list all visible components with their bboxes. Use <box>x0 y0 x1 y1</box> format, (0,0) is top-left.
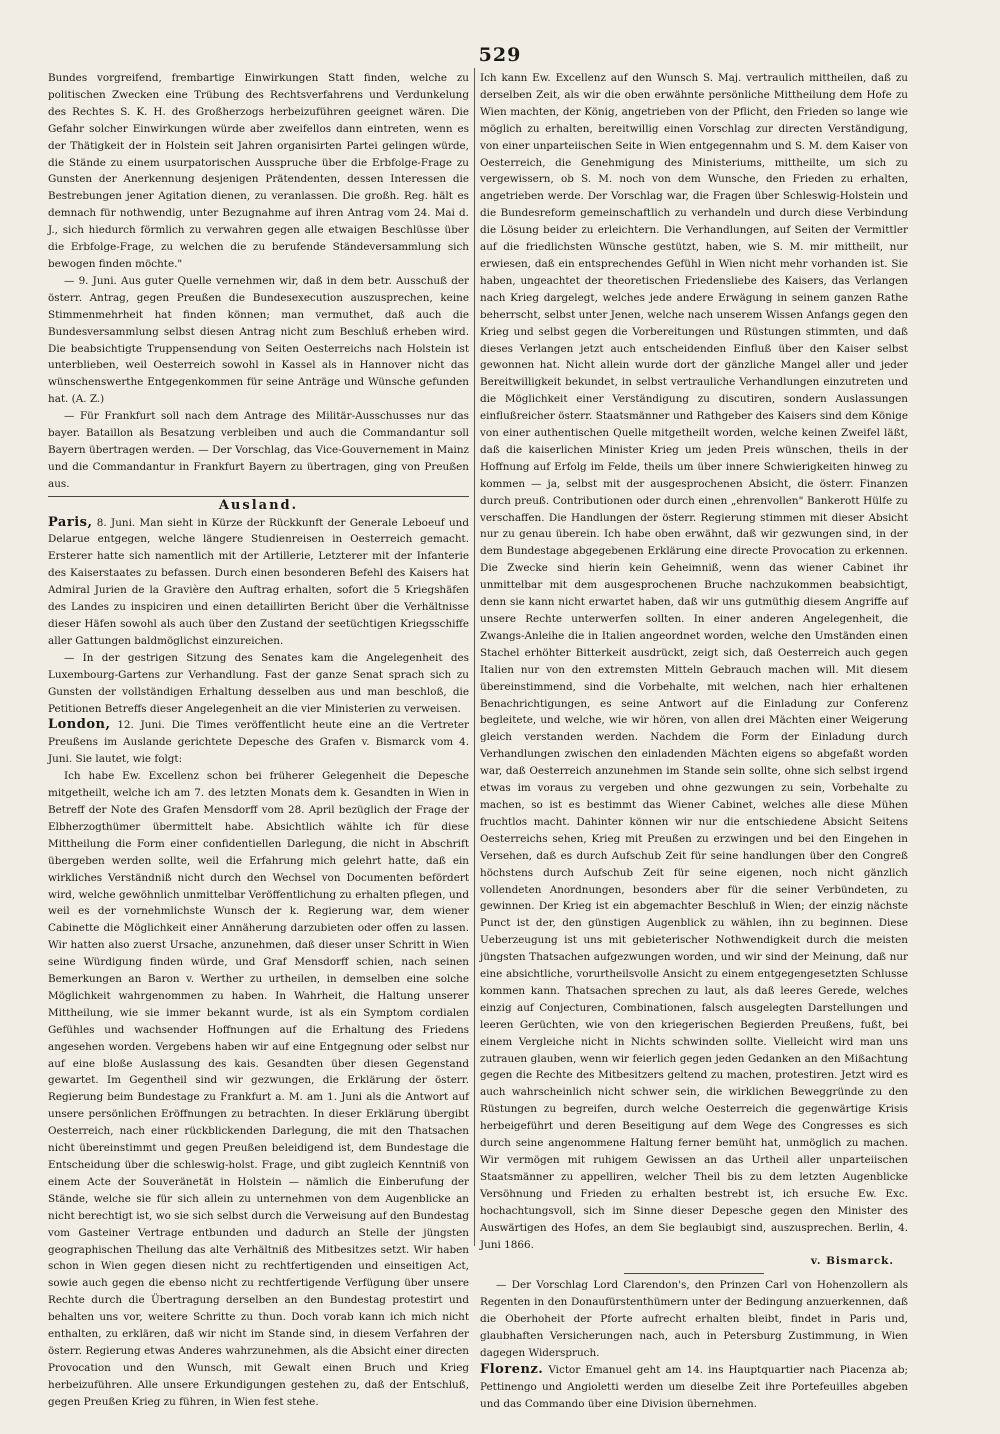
dispatch-paragraph: Ich habe Ew. Excellenz schon bei früherer Gelegenheit die Depesche mitgetheilt, welche ich am 7. des letzten Monats dem k. Gesandten in Wien in Betreff der Note des Grafen Mensdorff vom 28. April bezüglich der Frage der Elbherzogthümer übermittelt habe. Absichtlich wählte ich für diese Mittheilung die Form einer confidentiellen Darlegung, die nicht in Abschrift übergeben werden sollte, weil die Erfahrung mich gelehrt hatte, daß ein wirkliches Verständniß nicht durch den Wechsel von Documenten befördert wird, welche gewöhnlich unmittelbar Veröffentlichung zu erhalten pflegen, und weil es der vornehmlichste Wunsch der k. Regierung war, dem wiener Cabinette die Möglichkeit einer Annäherung darzubieten oder offen zu lassen. Wir hatten also zuerst Ursache, anzunehmen, daß dieser unser Schritt in Wien seine Würdigung finden würde, und Graf Mensdorff schien, nach seinen Bemerkungen an Baron v. Werther zu urtheilen, in demselben eine solche Möglichkeit wahrgenommen zu haben. In Wahrheit, die Haltung unserer Mittheilung, wie sie immer bekannt wurde, ist als ein Symptom cordialen Gefühles und wachsender Hoffnungen auf die Erhaltung des Friedens angesehen worden. Vergebens haben wir auf eine Entgegnung oder selbst nur auf eine bloße Auslassung des kais. Gesandten über diesen Gegenstand gewartet. Im Gegentheil sind wir gezwungen, die Erklärung der österr. Regierung beim Bundestage zu Frankfurt a. M. am 1. Juni als die Antwort auf unsere persönlichen Eröffnungen zu betrachten. In dieser Erklärung übergibt Oesterreich, nach einer rückblickenden Darlegung, die mit den Thatsachen nicht übereinstimmt und gegen Preußen beleidigend ist, dem Bundestage die Entscheidung über die schleswig-holst. Frage, und gibt zugleich Kenntniß von einem Acte der Souveränetät in Holstein — nämlich die Einberufung der Stände, welche sie für sich allein zu unternehmen von dem Augenblicke an nicht berechtigt ist, wo sie sich selbst durch die Verweisung auf den Bundestag vom Gasteiner Vertrage entbunden und dadurch an Stelle der jüngsten geographischen Theilung das alte Verhältniß des Mitbesitzes setzt. Wir haben schon in Wien gegen diesen nicht zu rechtfertigenden und einseitigen Act, sowie auch gegen die ebenso nicht zu rechtfertigende Verfügung über unsere Rechte durch die Übertragung derselben an den Bundestag protestirt und behalten uns vor, weitere Schritte zu thun. Doch vorab kann ich mich nicht enthalten, zu erklären, daß wir nicht im Stande sind, in diesem Verfahren der österr. Regierung etwas Anderes wahrzunehmen, als die Absicht einer directen Provocation und den Wunsch, mit Gewalt einen Bruch und Krieg herbeizuführen. Alle unsere Erkundigungen gestehen zu, daß der Entschluß, gegen Preußen Krieg zu führen, in Wien fest stehe. <box>48 770 469 1408</box>
news-item-paris <box>48 515 469 650</box>
article-paragraph: Bundes vorgreifend, frembartige Einwirkungen Statt finden, welche zu politischen Zwecken eine Trübung des Rechtsverfahrens und Verdunkelung des Rechtes S. K. H. des Großherzogs herbeizuführen geeignet wären. Die Gefahr solcher Einwirkungen würde aber zweifellos dann eintreten, wenn es der Thätigkeit der in Holstein seit Jahren organisirten Partei gelingen würde, die Stände zu einem usurpatorischen Ausspruche über die Erbfolge-Frage zu Gunsten der Anerkennung desjenigen Prätendenten, dessen Interessen die Bestrebungen jener Agitation dienen, zu veranlassen. Die großh. Reg. hält es demnach für nothwendig, unter Bezugnahme auf ihren Antrag vom 24. Mai d. J., sich hiedurch förmlich zu verwahren gegen alle etwaigen Beschlüsse über die Erbfolge-Frage, zu welchen die zu berufende Ständeversammlung sich bewogen finden möchte." <box>48 72 469 270</box>
dateline-london: London, <box>48 717 111 733</box>
dateline-florenz: Florenz. <box>480 1361 544 1377</box>
news-item-london <box>48 717 469 768</box>
section-heading-ausland: Ausland. <box>48 496 469 515</box>
news-text: 8. Juni. Man sieht in Kürze der Rückkunft der Generale Leboeuf und Delarue entgegen, welche längere Studienreisen in Oesterreich gemacht. Ersterer hatte sich namentlich mit der Artillerie, Letzterer mit der Infanterie des Kaiserstaates zu befassen. Durch einen besonderen Befehl des Kaisers hat Admiral Jurien de la Gravière den Auftrag erhalten, sofort die 5 Kriegshäfen des Landes zu inspiciren und einen detaillirten Bericht über die Verhältnisse dieser Häfen sowohl als auch über den Zustand der seetüchtigen Kriegsschiffe aller Gattungen baldmöglichst einzureichen. <box>48 516 469 647</box>
separator-rule <box>624 1273 764 1274</box>
left-column <box>48 70 469 1411</box>
column-divider <box>474 68 475 1246</box>
article-paragraph: — 9. Juni. Aus guter Quelle vernehmen wir, daß in dem betr. Ausschuß der österr. Antrag, gegen Preußen die Bundesexecution auszusprechen, keine Stimmenmehrheit hat finden können; man vermuthet, daß auch die Bundesversammlung selbst diesen Antrag nicht zum Beschluß erheben wird. Die beabsichtigte Truppensendung von Seiten Oesterreichs nach Holstein ist unterblieben, weil Oesterreich sowohl in Kassel als in Hannover nicht das wünschenswerthe Entgegenkommen für seine Anträge und Wünsche gefunden hat. (A. Z.) <box>48 274 469 406</box>
article-paragraph: — Für Frankfurt soll nach dem Antrage des Militär-Ausschusses nur das bayer. Bataillon als Besatzung verbleiben und auch die Commandantur soll Bayern übertragen werden. — Der Vorschlag, das Vice-Gouvernement in Mainz und die Commandantur in Frankfurt Bayern zu übertragen, ging von Preußen aus. <box>48 410 469 490</box>
dateline-paris: Paris, <box>48 514 93 530</box>
dispatch-paragraph: Ich kann Ew. Excellenz auf den Wunsch S. Maj. vertraulich mittheilen, daß zu derselben Zeit, als wir die oben erwähnte persönliche Mittheilung dem Hofe zu Wien machten, der König, angetrieben von der Pflicht, den Frieden so lange wie möglich zu erhalten, bereitwillig einen Vorschlag zur directen Verständigung, von einer unparteiischen Seite in Wien entgegennahm und S. M. dem Kaiser von Oesterreich, die Genehmigung des Ministeriums, mittheilte, um sich zu vergewissern, ob S. M. noch von dem Wunsche, den Frieden zu erhalten, angetrieben werde. Der Vorschlag war, die Fragen über Schleswig-Holstein und die Bundesreform gemeinschaftlich zu verhandeln und durch diese Verbindung die Lösung beider zu erleichtern. Die Verhandlungen, auf Seiten der Vermittler auf die friedlichsten Wünsche gestützt, haben, wie S. M. mir mittheilt, nur erwiesen, daß ein entsprechendes Gefühl in Wien nicht mehr vorhanden ist. Sie haben, ungeachtet der theoretischen Friedensliebe des Kaisers, das Verlangen nach Krieg dargelegt, welches jede andere Erwägung in seinem ganzen Rathe beherrscht, selbst unter Jenen, welche nach unserem Wissen Anfangs gegen den Krieg und selbst gegen die Vorbereitungen und Rüstungen stimmten, und daß dieses Verlangen jetzt auch entscheidenden Einfluß über den Kaiser selbst gewonnen hat. Nicht allein wurde dort der gänzliche Mangel aller und jeder Bereitwilligkeit bekundet, in selbst vertrauliche Verhandlungen einzutreten und die Möglichkeit einer Verständigung zu discutiren, sondern Auslassungen einflußreicher österr. Staatsmänner und Rathgeber des Kaisers sind dem Könige von einer authentischen Quelle mitgetheilt worden, welche keinen Zweifel läßt, daß die kaiserlichen Minister Krieg um jeden Preis wünschen, theils in der Hoffnung auf Erfolg im Felde, theils um über innere Schwierigkeiten hinweg zu kommen — ja, selbst mit der ausgesprochenen Absicht, die österr. Finanzen durch preuß. Contributionen oder durch einen „ehrenvollen" Bankerott Hülfe zu verschaffen. Die Handlungen der österr. Regierung stimmen mit dieser Absicht nur zu genau überein. Ich habe oben erwähnt, daß wir gezwungen sind, in der dem Bundestage abgegebenen Erklärung eine directe Provocation zu erkennen. Die Zwecke sind hierin kein Geheimniß, wenn das wiener Cabinet ihr unmittelbar mit dem ausgesprochenen Bruche nachzukommen beabsichtigt, denn sie kann nicht erwartet haben, daß wir uns gutmüthig diesem Angriffe auf unsere Rechte unterwerfen sollten. In einer anderen Angelegenheit, die Zwangs-Anleihe die in Italien angeordnet worden, welche den Umständen einen Stachel erhöhter Bitterkeit ausdrückt, zeigt sich, daß Oesterreich auch gegen Italien nur von den extremsten Mitteln Gebrauch machen will. Mit diesem übereinstimmend, sind die Vorbehalte, mit welchen, nach hier erhaltenen Benachrichtigungen, es seine Antwort auf die Einladung zur Conferenz begleitete, und welche, wie wir hören, von allen drei Mächten einer Weigerung gleich verstanden werden. Nachdem die Form der Einladung durch Verhandlungen zwischen den einladenden Mächten eigens so abgefaßt worden war, daß Oesterreich anzunehmen im Stande sein sollte, ohne sich selbst irgend etwas im voraus zu vergeben und ohne gezwungen zu sein, Vorbehalte zu machen, so ist es bestimmt das Wiener Cabinet, welches alle diese Mühen fruchtlos macht. Dahinter können wir nur die entschiedene Absicht Seitens Oesterreichs sehen, Krieg mit Preußen zu erzwingen und bei den Eingehen in Versehen, daß es durch Aufschub Zeit für seine handlungen über den Congreß höchstens durch Aufschub Zeit für seine eigenen, noch nicht gänzlich vollendeten Anordnungen, besonders aber für die seiner Verbündeten, zu gewinnen. Der Krieg ist ein abgemachter Beschluß in Wien; der einzig nächste Punct ist der, den günstigen Augenblick zu wählen, ihn zu beginnen. Diese Ueberzeugung ist uns mit gebieterischer Nothwendigkeit durch die meisten jüngsten Thatsachen aufgezwungen worden, und wir sind der Meinung, daß nur eine absichtliche, vorurtheilsvolle Ansicht zu einem entgegengesetzten Schlusse kommen kann. Thatsachen sprechen zu laut, als daß leeres Gerede, welches einzig auf Conjecturen, Combinationen, falsch ausgelegten Darstellungen und leeren Gerüchten, wie von den kriegerischen Begierden Preußens, fußt, bei einem Vergleiche nicht in Nichts schwinden sollte. Vielleicht wird man uns zutrauen glauben, wenn wir feierlich gegen jeden Gedanken an den Mißachtung gegen die Rechte des Mitbesitzers geltend zu machen, protestiren. Jetzt wird es auch wahrscheinlich nicht schwer sein, die wirklichen Beweggründe zu den Rüstungen zu begreifen, durch welche Oesterreich die gegenwärtige Krisis herbeigeführt und deren Beseitigung auf dem Wege des Congresses es sich durch seine angenommene Haltung ferner bemüht hat, unmöglich zu machen. Wir vermögen mit ruhigem Gewissen an das Urtheil aller unparteiischen Staatsmänner zu appelliren, welcher Theil bis zu dem letzten Augenblicke Versöhnung und Frieden zu erhalten bestrebt ist, ich ersuche Ew. Exc. hochachtungsvoll, sich im Sinne dieser Depesche gegen den Minister des Auswärtigen des Hofes, an dem Sie beglaubigt sind, auszusprechen. Berlin, 4. Juni 1866. <box>480 72 908 1251</box>
article-paragraph: — In der gestrigen Sitzung des Senates kam die Angelegenheit des Luxembourg-Gartens zur Verhandlung. Fast der ganze Senat sprach sich zu Gunsten der vollständigen Erhaltung desselben aus und man beschloß, die Petitionen Betreffs dieser Angelegenheit an die vier Ministerien zu verweisen. <box>48 651 469 715</box>
page-number: 529 <box>478 44 522 66</box>
signature: v. Bismarck. <box>810 1255 894 1268</box>
news-text: Victor Emanuel geht am 14. ins Hauptquartier nach Piacenza ab; Pettinengo und Angioletti werden um dieselbe Zeit ihre Portefeuilles abgeben und das Commando über eine Division übernehmen. <box>480 1363 908 1410</box>
news-item-florenz <box>480 1362 908 1413</box>
news-text: 12. Juni. Die Times veröffentlicht heute eine an die Vertreter Preußens im Auslande gerichtete Depesche des Grafen v. Bismarck vom 4. Juni. Sie lautet, wie folgt: <box>48 719 469 766</box>
article-paragraph: — Der Vorschlag Lord Clarendon's, den Prinzen Carl von Hohenzollern als Regenten in den Donaufürstenthümern unter der Bedingung anzuerkennen, daß die Oberhoheit der Pforte aufrecht erhalten bleibt, findet in Paris und, glaubhaften Versicherungen nach, auch in Petersburg Zustimmung, in Wien dagegen Widerspruch. <box>480 1279 908 1359</box>
right-column <box>480 70 908 1413</box>
